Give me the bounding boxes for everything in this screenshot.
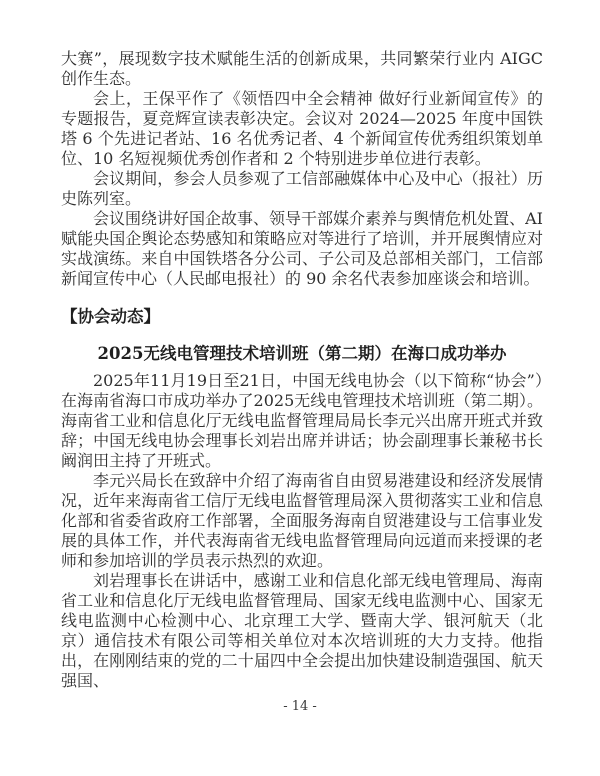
page-content xyxy=(61,49,543,691)
paragraph-liu-yan-speech: 刘岩理事长在讲话中，感谢工业和信息化部无线电管理局、海南省工业和信息化厅无线电监督管理局、国家无线电监测中心、国家无线电监测中心检测中心、北京理工大学、暨南大学、银河航天（北京）通信技术有限公司等相关单位对本次培训班的大力支持。他指出，在刚刚结束的党的二十届四中全会提出加快建设制造强国、航天强国、 xyxy=(61,571,543,690)
article-title: 2025无线电管理技术培训班（第二期）在海口成功举办 xyxy=(97,344,507,363)
paragraph-li-yuanxing-speech: 李元兴局长在致辞中介绍了海南省自由贸易港建设和经济发展情况，近年来海南省工信厅无线电监督管理局深入贯彻落实工业和信息化部和省委省政府工作部署，全面服务海南自贸港建设与工信事业发展的具体工作，并代表海南省无线电监督管理局向远道而来授课的老师和参加培训的学员表示热烈的欢迎。 xyxy=(61,471,543,570)
paragraph-award-announcement: 会上，王保平作了《领悟四中全会精神 做好行业新闻宣传》的专题报告，夏竞辉宣读表彰决定。会议对 2024—2025 年度中国铁塔 6 个先进记者站、16 名优秀记者、4 个新闻宣传优秀组织策划单位、10 名短视频优秀创作者和 2 个特别进步单位进行表彰。 xyxy=(61,89,543,168)
paragraph-event-overview: 2025年11月19日至21日，中国无线电协会（以下简称“协会”）在海南省海口市成功举办了2025无线电管理技术培训班（第二期）。海南省工业和信息化厅无线电监督管理局局长李元兴出席开班式并致辞；中国无线电协会理事长刘岩出席并讲话；协会副理事长兼秘书长阚润田主持了开班式。 xyxy=(61,371,543,470)
continuation-paragraph: 大赛”，展现数字技术赋能生活的创新成果，共同繁荣行业内 AIGC 创作生态。 xyxy=(61,49,543,88)
page-number: - 14 - xyxy=(283,699,317,714)
paragraph-training-session: 会议围绕讲好国企故事、领导干部媒介素养与舆情危机处置、AI 赋能央国企舆论态势感知和策略应对等进行了培训，并开展舆情应对实战演练。来自中国铁塔各分公司、子公司及总部相关部门，工信部新闻宣传中心（人民邮电报社）的 90 余名代表参加座谈会和培训。 xyxy=(61,209,543,288)
section-heading-association-news: 【协会动态】 xyxy=(61,307,160,326)
paragraph-media-center-visit: 会议期间，参会人员参观了工信部融媒体中心及中心（报社）历史陈列室。 xyxy=(61,169,543,208)
